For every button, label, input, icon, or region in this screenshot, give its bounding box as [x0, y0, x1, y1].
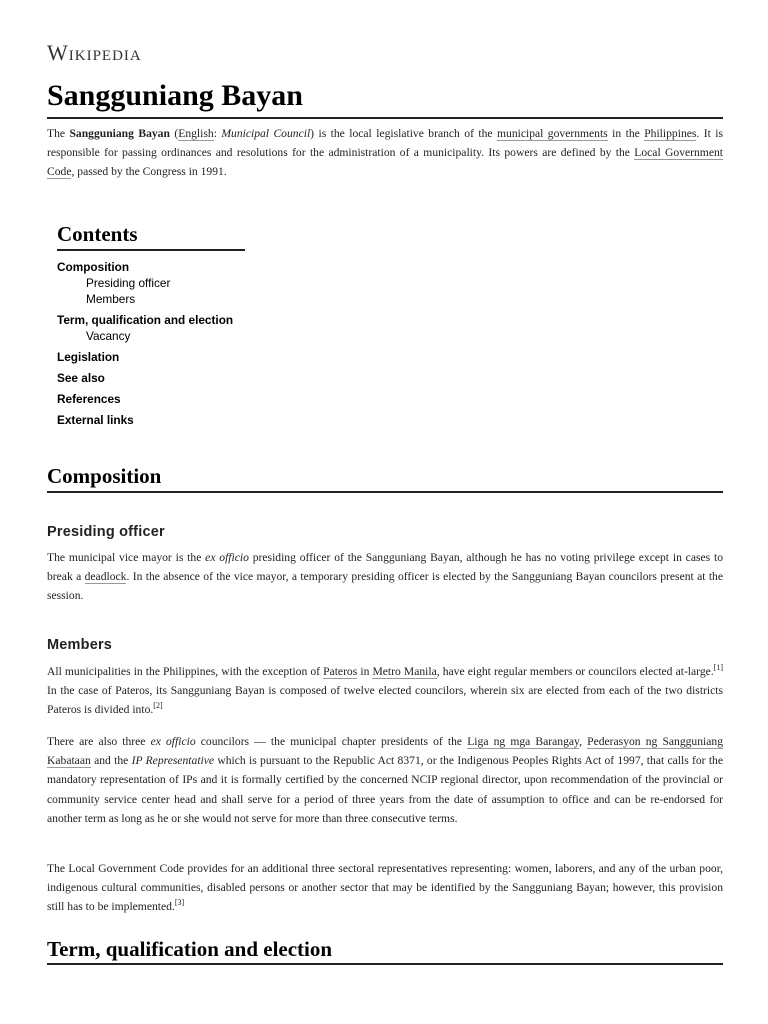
- toc-item-see-also[interactable]: See also: [57, 371, 105, 385]
- text: (: [169, 127, 179, 140]
- section-divider: [47, 963, 723, 965]
- article-subject: Sangguniang Bayan: [69, 127, 170, 140]
- text: , have eight regular members or councilors elected at-large.: [436, 665, 714, 678]
- wikipedia-wordmark[interactable]: Wikipedia: [47, 40, 142, 65]
- toc-item-members[interactable]: Members: [86, 292, 136, 306]
- text: There are also three: [47, 735, 151, 748]
- section-heading-term: Term, qualification and election: [47, 937, 333, 961]
- section-heading-composition: Composition: [47, 464, 162, 488]
- link-english[interactable]: English: [178, 127, 214, 140]
- text: . It is responsible for passing ordinances and resolutions for the administration of a municipality. Its powers are defined by the: [47, 127, 724, 160]
- link-municipal-governments[interactable]: municipal governments: [497, 127, 608, 140]
- toc-title: Contents: [57, 222, 138, 246]
- italic-term: ex officio: [205, 551, 249, 564]
- toc-item-presiding-officer[interactable]: Presiding officer: [86, 276, 171, 290]
- reference-1[interactable]: [1]: [713, 663, 723, 673]
- link-metro-manila[interactable]: Metro Manila: [372, 665, 437, 678]
- page-title: Sangguniang Bayan: [47, 79, 303, 112]
- members-paragraph-1: [47, 662, 723, 720]
- members-paragraph-3: [47, 859, 723, 917]
- toc-item-references[interactable]: References: [57, 392, 121, 406]
- text: which is pursuant to the Republic Act 8371, or the Indigenous Peoples Rights Act of 1997, that calls for the mandatory representation of IPs and it is formally certified by the concerned NCIP regional director, upon recommendation of the provincial or community service center head and shall serve for a period of three years from the date of assumption to office and can be re-endorsed for another term as long as he or she would not serve for more than three consecutive terms.: [47, 754, 724, 825]
- text: in the: [607, 127, 645, 140]
- text: and the: [90, 754, 132, 768]
- subsection-heading-members: Members: [47, 637, 113, 653]
- italic-term: IP Representative: [131, 754, 215, 768]
- subsection-heading-presiding-officer: Presiding officer: [47, 524, 165, 540]
- text: All municipalities in the Philippines, with the exception of: [47, 665, 324, 678]
- text: The municipal vice mayor is the: [47, 551, 206, 564]
- toc-item-term[interactable]: Term, qualification and election: [57, 313, 234, 327]
- link-pederasyon-ng-sangguniang-kabataan[interactable]: Pederasyon ng Sangguniang Kabataan: [47, 735, 723, 768]
- link-local-government-code[interactable]: Local Government Code: [47, 146, 723, 179]
- italic-term: ex officio: [150, 735, 196, 748]
- text: . In the absence of the vice mayor, a temporary presiding officer is elected by the Sangguniang Bayan councilors present at the session.: [47, 570, 723, 603]
- table-of-contents: [57, 220, 357, 428]
- toc-item-vacancy[interactable]: Vacancy: [86, 329, 131, 343]
- link-deadlock[interactable]: deadlock: [84, 570, 127, 584]
- toc-item-composition[interactable]: Composition: [57, 260, 130, 274]
- reference-2[interactable]: [2]: [153, 701, 163, 711]
- text: in: [357, 665, 373, 678]
- text: In the case of Pateros, its Sangguniang Bayan is composed of twelve elected councilors, wherein six are elected from each of the two districts Pateros is divided into.: [47, 684, 723, 717]
- text: :: [213, 127, 222, 140]
- text: councilors — the municipal chapter presidents of the: [195, 735, 468, 748]
- title-divider: [47, 117, 723, 119]
- intro-paragraph: [47, 124, 723, 182]
- text: The: [47, 127, 70, 140]
- text: ) is the local legislative branch of the: [310, 127, 497, 140]
- members-paragraph-2: [47, 732, 723, 828]
- link-pateros[interactable]: Pateros: [323, 665, 358, 678]
- presiding-officer-paragraph: [47, 548, 723, 606]
- text: presiding officer of the Sangguniang Bayan, although he has no voting privilege except in cases to break a: [47, 551, 723, 584]
- section-divider: [47, 491, 723, 493]
- translation: Municipal Council: [221, 127, 311, 140]
- link-liga-ng-mga-barangay[interactable]: Liga ng mga Barangay: [467, 735, 580, 748]
- text: The Local Government Code provides for an additional three sectoral representatives representing: women, laborers, and any of the urban poor, indigenous cultural communities, disabled persons or another sector that may be identified by the Sangguniang Bayan; however, this provision still has to be implemented.: [47, 862, 723, 914]
- link-philippines[interactable]: Philippines: [644, 127, 697, 140]
- toc-item-external-links[interactable]: External links: [57, 413, 134, 427]
- text: ,: [579, 735, 588, 748]
- reference-3[interactable]: [3]: [174, 898, 185, 908]
- toc-divider: [57, 249, 245, 251]
- toc-item-legislation[interactable]: Legislation: [57, 350, 120, 364]
- text: , passed by the Congress in 1991.: [71, 165, 227, 179]
